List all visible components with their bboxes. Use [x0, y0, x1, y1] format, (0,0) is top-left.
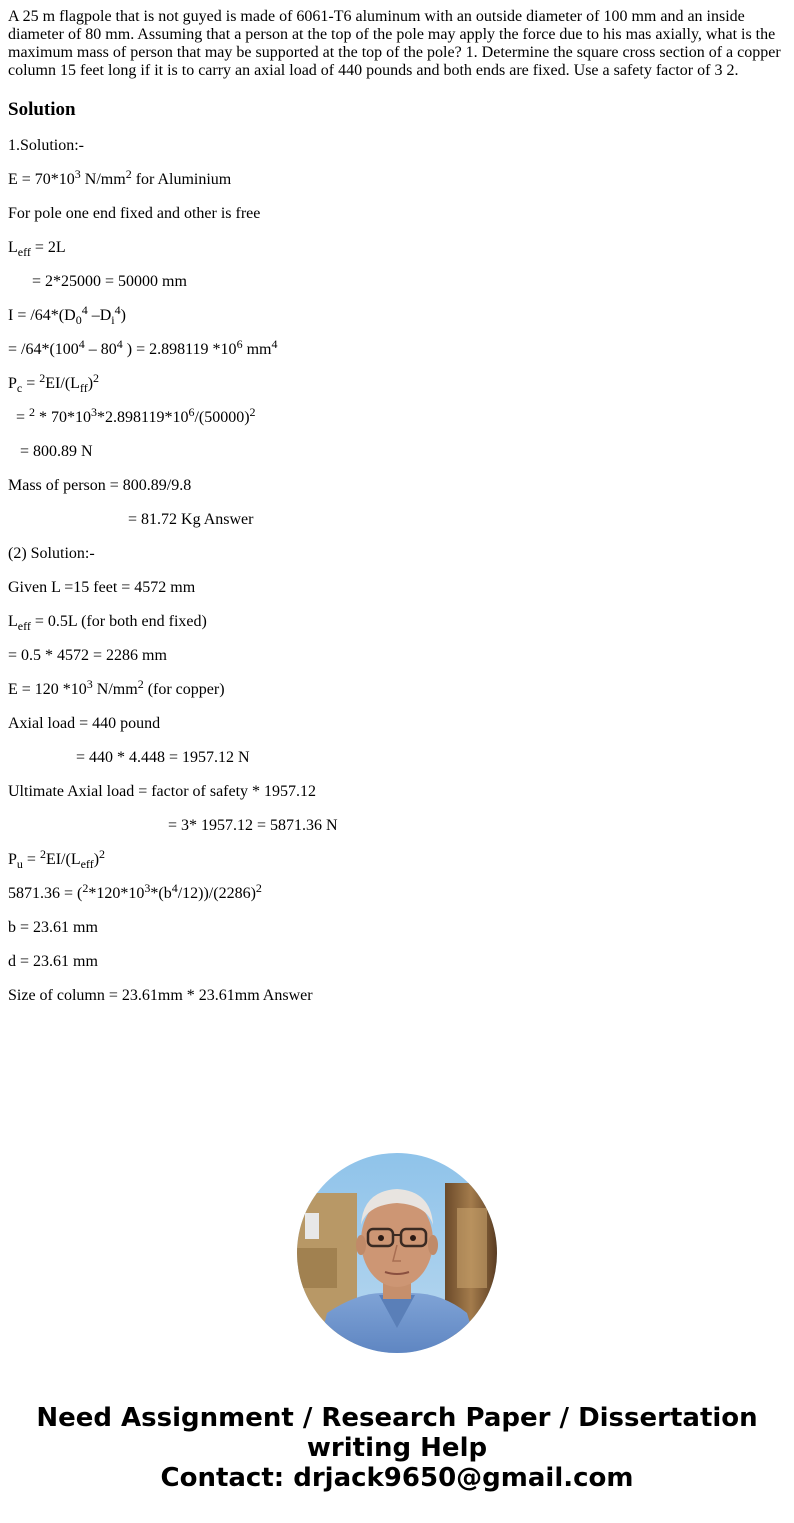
part1-critical-load-result: = 800.89 N: [8, 443, 93, 460]
part1-leff-calc: = 2*25000 = 50000 mm: [8, 273, 187, 290]
part1-leff-line: $L_{eff} = 2L$: [8, 239, 66, 259]
part1-mass-result: = 81.72 Kg Answer: [8, 511, 254, 528]
part1-inertia-formula: $I = /64*(D_0^4$ $-D_i^4$): [8, 303, 126, 327]
promo-footer: [0, 1403, 794, 1493]
part2-given-line: Given L =15 feet = 4572 mm: [8, 579, 196, 596]
part1-critical-load-calc: = $^2 * 70*10^3*2.898119*10^6/(50000)^2$: [8, 405, 256, 426]
part2-leff-calc: = 0.5 * 4572 = 2286 mm: [8, 647, 167, 664]
part1-inertia-calc: = $/64*(100^4 - 80^4$ ) = 2.898119 $*10^6$ $mm^4$: [8, 337, 278, 358]
part2-heading: (2) Solution:-: [8, 545, 95, 562]
part2-ultimate-line: Ultimate Axial load = factor of safety * 1957.12: [8, 783, 317, 800]
part1-heading: 1.Solution:-: [8, 137, 85, 154]
author-avatar: [297, 1153, 497, 1353]
footer-line-1: Need Assignment / Research Paper / Dissertation: [36, 1403, 758, 1433]
solution-heading: Solution: [8, 99, 76, 120]
part1-support-line: For pole one end fixed and other is free: [8, 205, 261, 222]
part2-ultimate-calc: = 3* 1957.12 = 5871.36 N: [8, 817, 338, 834]
part2-load-formula: $P_u = ^2EI/(L_{eff})^2$: [8, 847, 106, 871]
part2-b-result: b = 23.61 mm: [8, 919, 98, 936]
question-text: A 25 m flagpole that is not guyed is made of 6061-T6 aluminum with an outside diameter of 100 mm and an inside diameter of 80 mm. Assuming that a person at the top of the pole may apply the force due to his mas axially, what is the maximum mass of person that may be supported at the top of the pole? 1. Determine the square cross section of a copper column 15 feet long if it is to carry an axial load of 440 pounds and both ends are fixed. Use a safety factor of 3 2.: [8, 8, 781, 79]
part2-equation-line: $5871.36 = (^2*120*10^3*(b^4/12))/(2286)^2$: [8, 881, 262, 902]
footer-line-2: writing Help: [306, 1433, 488, 1463]
part1-modulus-line: $E = 70*10^3$ $N/mm^2$ for Aluminium: [8, 167, 232, 188]
part2-modulus-line: E = 120 $*10^3$ $N/mm^2$ (for copper): [8, 677, 225, 698]
part2-leff-line: $L_{eff} = 0.5L$ (for both end fixed): [8, 613, 207, 633]
part1-critical-load-formula: $P_c = ^2EI/(L_{ff})^2$: [8, 371, 100, 395]
part2-size-result: Size of column = 23.61mm * 23.61mm Answer: [8, 987, 313, 1004]
part2-axial-line: Axial load = 440 pound: [8, 715, 161, 732]
part2-d-result: d = 23.61 mm: [8, 953, 98, 970]
part1-mass-line: Mass of person = 800.89/9.8: [8, 477, 192, 494]
part2-axial-calc: = 440 * 4.448 = 1957.12 N: [8, 749, 250, 766]
author-portrait-image: [297, 1153, 497, 1353]
footer-contact: Contact: drjack9650@gmail.com: [160, 1463, 634, 1493]
